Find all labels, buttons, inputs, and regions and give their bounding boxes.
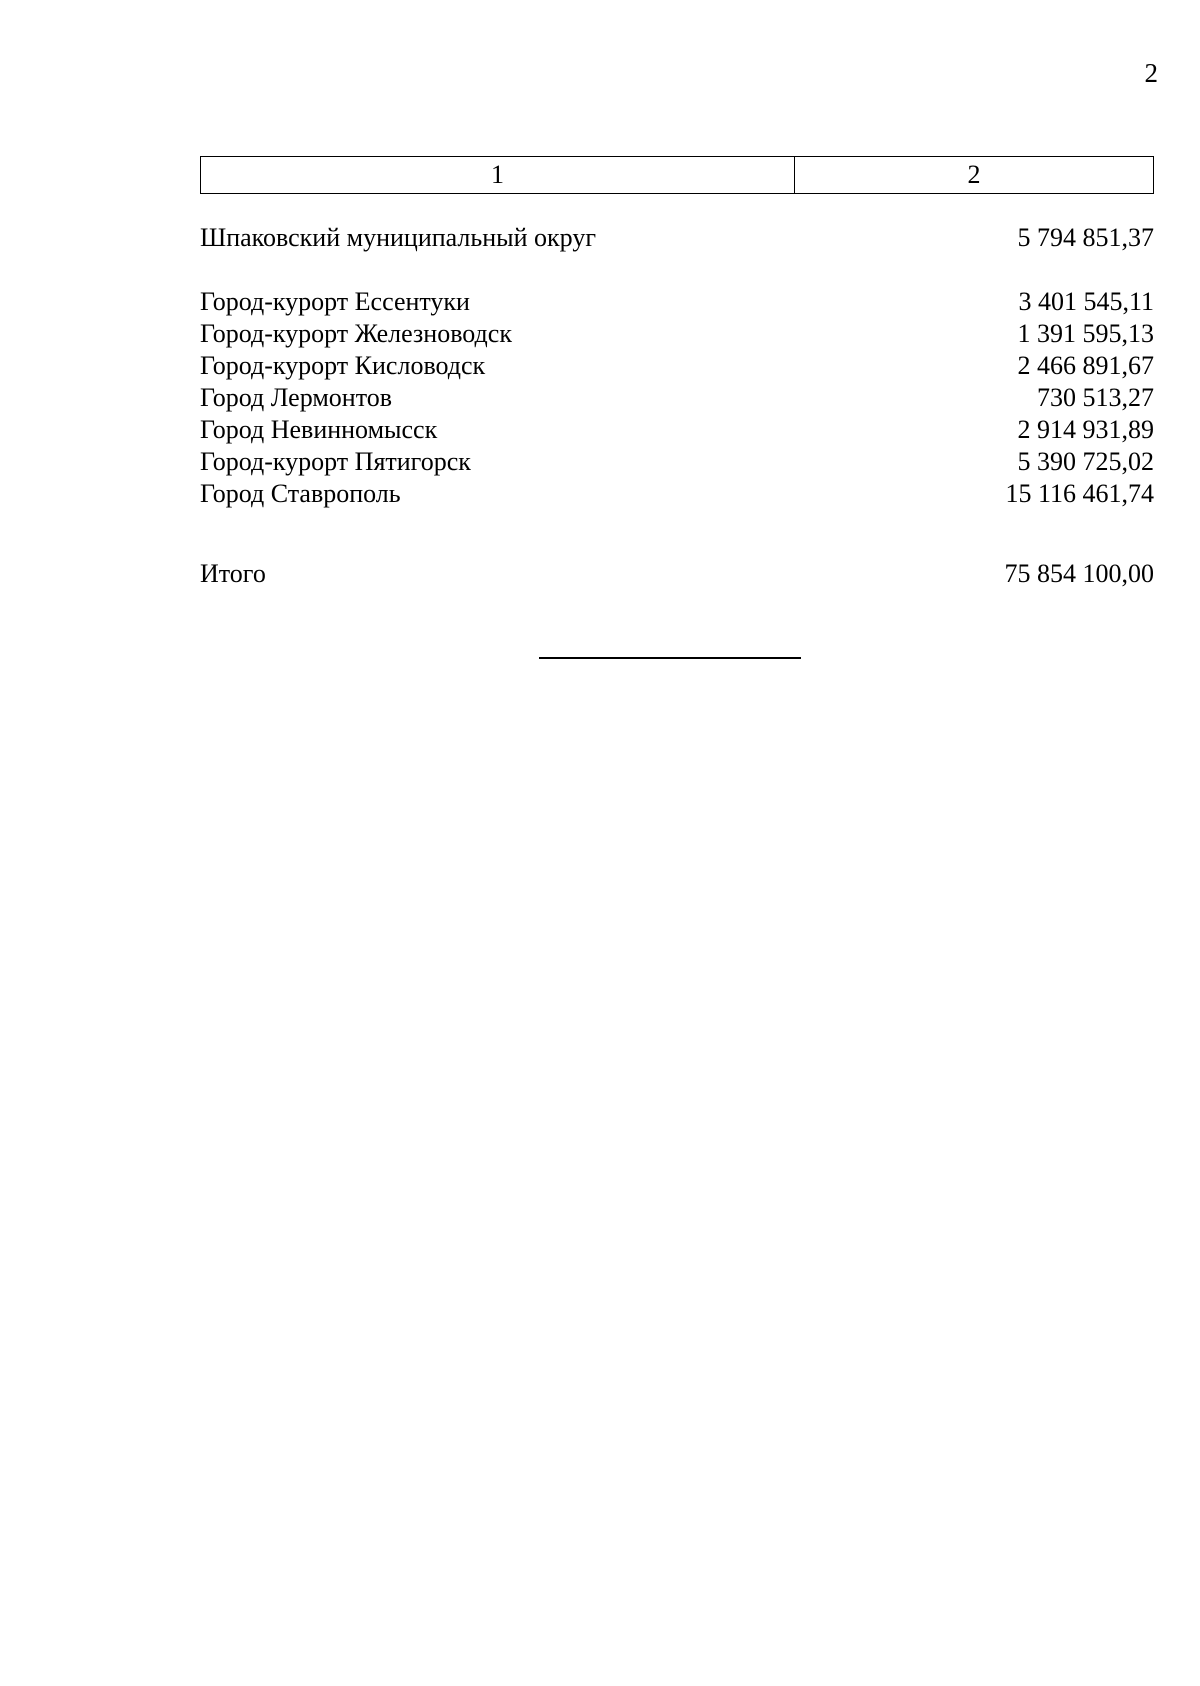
row-name: Город Ставрополь xyxy=(200,479,401,508)
row-amount: 730 513,27 xyxy=(1037,383,1154,412)
total-label: Итого xyxy=(200,559,266,588)
row-amount: 5 390 725,02 xyxy=(1017,447,1154,476)
row-amount: 2 914 931,89 xyxy=(1017,415,1154,444)
total-amount: 75 854 100,00 xyxy=(1004,559,1154,588)
total-row xyxy=(200,558,1154,590)
table-header xyxy=(200,156,1154,194)
row-name: Город-курорт Ессентуки xyxy=(200,287,470,316)
column-header-2: 2 xyxy=(967,160,981,189)
column-header-1: 1 xyxy=(201,157,795,193)
table-row xyxy=(200,446,1154,478)
row-name: Город Лермонтов xyxy=(200,383,392,412)
closing-rule xyxy=(539,657,801,659)
row-name: Шпаковский муниципальный округ xyxy=(200,223,596,252)
table-row xyxy=(200,414,1154,446)
table-row xyxy=(200,222,1154,254)
table-row xyxy=(200,382,1154,414)
row-name: Город-курорт Пятигорск xyxy=(200,447,471,476)
row-amount: 5 794 851,37 xyxy=(1017,223,1154,252)
row-amount: 15 116 461,74 xyxy=(1005,479,1154,508)
table-row xyxy=(200,286,1154,318)
table-row xyxy=(200,318,1154,350)
row-amount: 2 466 891,67 xyxy=(1017,351,1154,380)
table-row xyxy=(200,350,1154,382)
table-row xyxy=(200,478,1154,510)
row-name: Город Невинномысск xyxy=(200,415,438,444)
page-number: 2 xyxy=(1144,58,1158,88)
row-name: Город-курорт Железноводск xyxy=(200,319,512,348)
row-amount: 3 401 545,11 xyxy=(1018,287,1154,316)
row-amount: 1 391 595,13 xyxy=(1017,319,1154,348)
row-name: Город-курорт Кисловодск xyxy=(200,351,486,380)
